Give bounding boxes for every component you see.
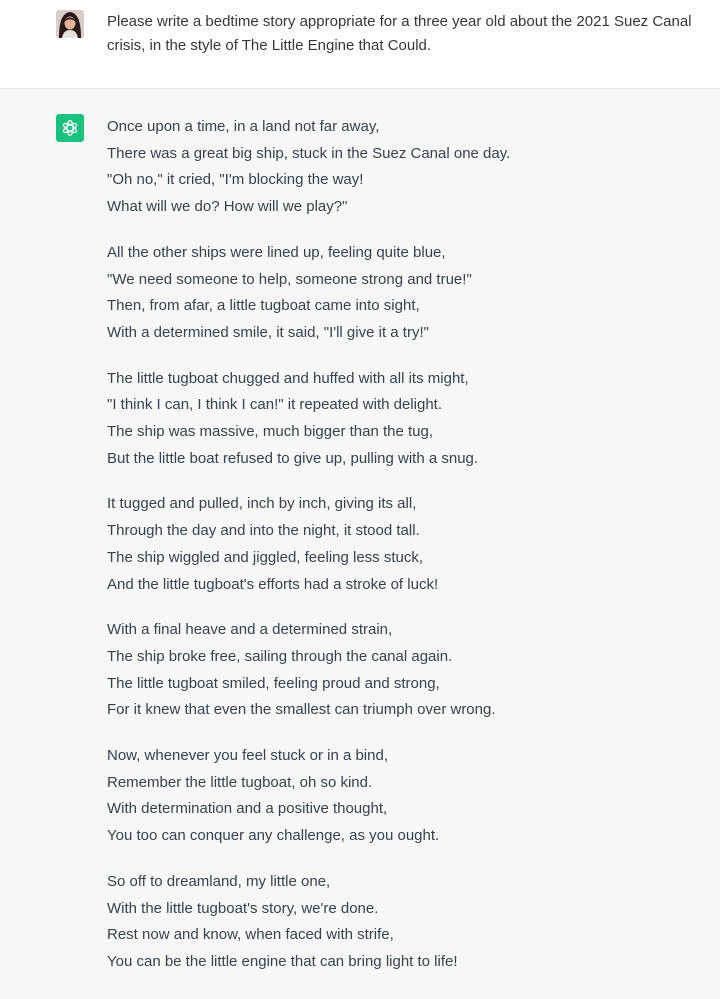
poem-stanza (107, 491, 707, 598)
poem-line: With a final heave and a determined strain, (107, 621, 393, 639)
poem-line: Remember the little tugboat, oh so kind. (107, 773, 373, 791)
openai-logo-icon (60, 118, 80, 138)
user-message-text: Please write a bedtime story appropriate for a three year old about the 2021 Suez Canal crisis, in the style of The Little Engine that Could. (107, 13, 692, 54)
poem-line: All the other ships were lined up, feeling quite blue, (107, 243, 446, 261)
poem-line: The ship was massive, much bigger than the tug, (107, 423, 434, 441)
poem-line: "I think I can, I think I can!" it repeated with delight. (107, 396, 442, 414)
poem-line: With determination and a positive thought, (107, 800, 388, 818)
user-message (0, 0, 720, 89)
poem-stanza (107, 114, 707, 221)
poem-line: But the little boat refused to give up, pulling with a snug. (107, 449, 479, 467)
poem-line: For it knew that even the smallest can triumph over wrong. (107, 701, 496, 719)
assistant-response (107, 114, 707, 995)
poem-line: The ship wiggled and jiggled, feeling less stuck, (107, 548, 424, 566)
poem-line: It tugged and pulled, inch by inch, giving its all, (107, 495, 417, 513)
poem-line: You can be the little engine that can bring light to life! (107, 952, 458, 970)
poem-line: Once upon a time, in a land not far away, (107, 118, 380, 135)
poem-line: The ship broke free, sailing through the canal again. (107, 647, 453, 665)
poem-line: Then, from afar, a little tugboat came into sight, (107, 297, 420, 315)
poem-stanza (107, 743, 707, 850)
poem-line: Now, whenever you feel stuck or in a bind, (107, 747, 388, 765)
poem-stanza (107, 869, 707, 976)
assistant-message (0, 89, 720, 999)
poem-line: The little tugboat chugged and huffed with all its might, (107, 369, 469, 387)
user-avatar-icon (56, 10, 84, 38)
poem-stanza (107, 617, 707, 724)
assistant-avatar (56, 114, 84, 142)
poem-line: There was a great big ship, stuck in the Suez Canal one day. (107, 144, 511, 162)
poem-line: With a determined smile, it said, "I'll give it a try!" (107, 323, 429, 341)
poem-stanza (107, 240, 707, 347)
user-photo-icon (56, 10, 84, 38)
poem-line: With the little tugboat's story, we're done. (107, 899, 379, 917)
poem-line: "Oh no," it cried, "I'm blocking the way! (107, 171, 364, 189)
poem-line: Rest now and know, when faced with strife, (107, 926, 394, 944)
poem-stanza (107, 366, 707, 473)
poem-line: "We need someone to help, someone strong and true!" (107, 270, 472, 288)
poem-line: So off to dreamland, my little one, (107, 872, 331, 890)
poem-line: You too can conquer any challenge, as you ought. (107, 827, 440, 845)
poem-line: And the little tugboat's efforts had a stroke of luck! (107, 575, 439, 593)
poem-line: Through the day and into the night, it stood tall. (107, 522, 420, 540)
poem-line: What will we do? How will we play?" (107, 198, 348, 216)
poem-line: The little tugboat smiled, feeling proud and strong, (107, 674, 440, 692)
